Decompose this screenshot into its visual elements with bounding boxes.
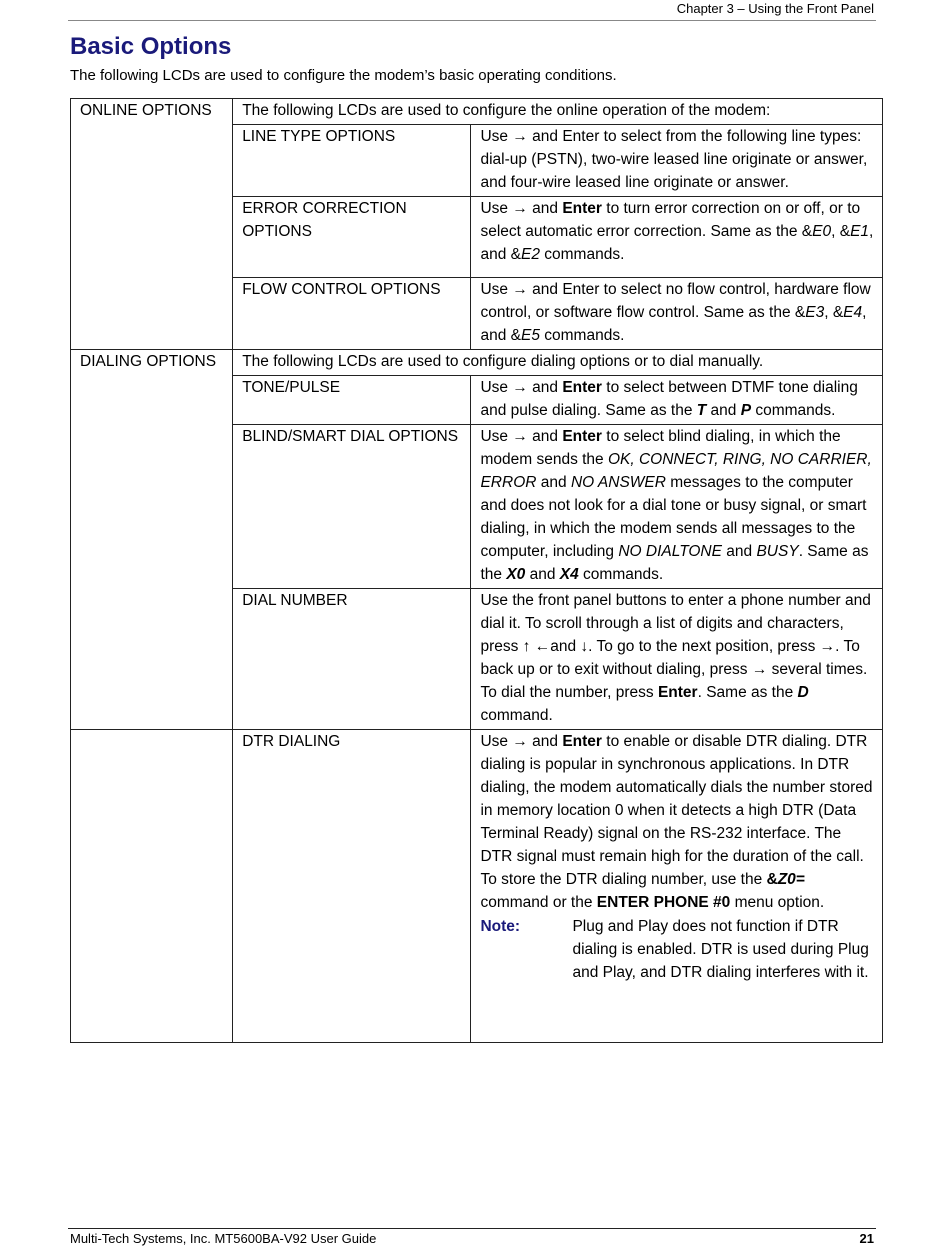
desc-text: commands. [578,566,664,583]
desc-text: Use the front panel buttons to enter a phone number and dial it. To scroll through a list of digits and characters, press ↑ ←and ↓. To go to the next position, press →. To back up or to exit without dialing, press → several times. To dial the number, press [480,592,871,701]
desc-text: Use → and [480,733,563,750]
desc-text: and [525,566,560,583]
desc-text: messages to the computer and does not look for a dial tone or busy signal, or smart dialing, in which the modem sends all messages to the computer, including [480,474,867,560]
note-text: Plug and Play does not function if DTR dialing is enabled. DTR is used during Plug and Play, and DTR dialing interferes with it. [572,918,869,981]
dtr-dialing-desc [471,730,883,1043]
desc-text: and [706,402,741,419]
empty-section-cell [71,730,233,1043]
desc-text: commands. [539,246,625,263]
message-names: NO DIALTONE [618,543,722,560]
page-number: 21 [859,1231,874,1246]
desc-text: . Same as the [697,684,798,701]
command-x4: X4 [559,566,579,583]
desc-text: command or the [480,894,597,911]
command-x0: X0 [506,566,526,583]
dialing-options-intro: The following LCDs are used to configure dialing options or to dial manually. [233,350,883,376]
table-row [71,99,883,125]
flow-control-options-desc [471,278,883,350]
message-names: OK, CONNECT, RING, NO CARRIER, ERROR [480,451,872,491]
header-rule [68,20,876,21]
tone-pulse-desc [471,376,883,425]
desc-text: and [536,474,571,491]
desc-text: command. [480,707,553,724]
enter-key-text: Enter [562,200,602,217]
chapter-header: Chapter 3 – Using the Front Panel [676,1,874,16]
table-row [71,730,883,1043]
desc-text: Use → and Enter to select no flow control, hardware flow control, or software flow control. Same as the & [480,281,871,321]
line-type-options-label: LINE TYPE OPTIONS [233,125,471,197]
desc-text: . Same as the [480,543,869,583]
desc-text: to select between DTMF tone dialing and pulse dialing. Same as the [480,379,858,419]
desc-text: , & [824,304,844,321]
enter-key-text: Enter [657,684,698,701]
note-label: Note: [480,918,521,935]
command-e1: E1 [850,223,870,240]
enter-key-text: Enter [562,379,602,396]
flow-control-options-label: FLOW CONTROL OPTIONS [233,278,471,350]
tone-pulse-label: TONE/PULSE [233,376,471,425]
online-options-intro: The following LCDs are used to configure the online operation of the modem: [233,99,883,125]
command-e5: E5 [520,327,540,344]
error-correction-options-desc [471,197,883,278]
desc-text: , and & [480,223,874,263]
table-row [71,350,883,376]
desc-text: Use → and [480,428,563,445]
command-amp: & [766,871,778,888]
error-correction-options-label: ERROR CORRECTION OPTIONS [233,197,471,278]
command-p: P [740,402,752,419]
message-names: NO ANSWER [570,474,666,491]
desc-text: commands. [751,402,836,419]
footer-rule [68,1228,876,1229]
desc-text: to turn error correction on or off, or to select automatic error correction. Same as the & [480,200,861,240]
command-e0: E0 [812,223,832,240]
desc-text: Use → and [480,379,563,396]
command-z0: Z0= [777,871,805,888]
command-e4: E4 [843,304,863,321]
command-d: D [797,684,809,701]
desc-text: , and & [480,304,867,344]
blind-smart-dial-options-desc [471,425,883,589]
desc-text: Use → and [480,200,563,217]
command-t: T [696,402,707,419]
dialing-options-label: DIALING OPTIONS [71,350,233,730]
desc-text: , & [831,223,851,240]
dial-number-label: DIAL NUMBER [233,589,471,730]
online-options-label: ONLINE OPTIONS [71,99,233,350]
note [480,915,874,984]
desc-text: commands. [539,327,625,344]
command-e2: E2 [520,246,540,263]
desc-text: to enable or disable DTR dialing. DTR dialing is popular in synchronous applications. In DTR dialing, the modem automatically dials the number stored in memory location 0 when it detects a high DTR (Data Terminal Ready) signal on the RS-232 interface. The DTR signal must remain high for the duration of the call. To store the DTR dialing number, use the [480,733,873,888]
blind-smart-dial-options-label: BLIND/SMART DIAL OPTIONS [233,425,471,589]
menu-option-name: ENTER PHONE #0 [596,894,731,911]
message-names: BUSY [756,543,799,560]
line-type-options-desc: Use → and Enter to select from the following line types: dial-up (PSTN), two-wire leased line originate or answer, and four-wire leased line originate or answer. [471,125,883,197]
command-e3: E3 [805,304,825,321]
options-table [70,98,883,1043]
desc-text: menu option. [730,894,825,911]
dial-number-desc [471,589,883,730]
page-title: Basic Options [70,33,232,60]
intro-text: The following LCDs are used to configure the modem’s basic operating conditions. [70,67,617,84]
footer-title: Multi-Tech Systems, Inc. MT5600BA-V92 User Guide [70,1231,377,1246]
enter-key-text: Enter [562,428,602,445]
dtr-dialing-paragraph [480,730,874,914]
dtr-dialing-label: DTR DIALING [233,730,471,1043]
enter-key-text: Enter [562,733,602,750]
desc-text: to select blind dialing, in which the modem sends the [480,428,841,468]
desc-text: and [721,543,757,560]
